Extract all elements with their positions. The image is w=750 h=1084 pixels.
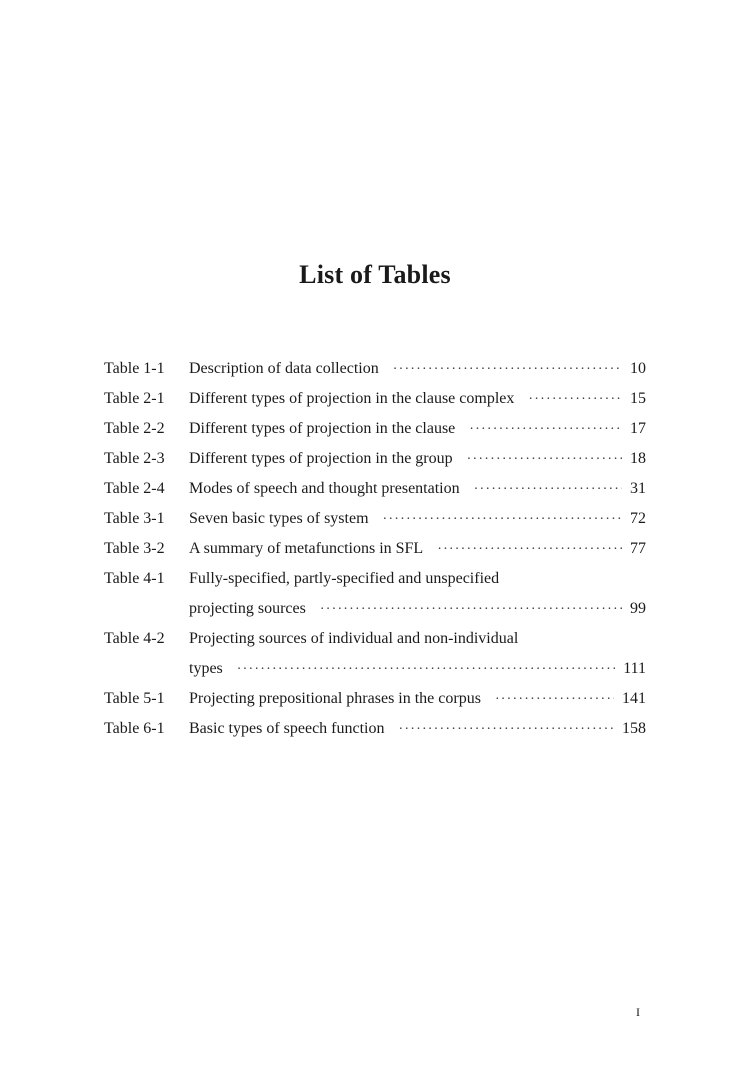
entry-title: Seven basic types of system — [189, 510, 369, 527]
table-list-entry — [104, 474, 646, 504]
entry-label: Table 1-1 — [104, 360, 165, 377]
dot-leader — [383, 505, 622, 535]
entry-label: Table 4-2 — [104, 630, 165, 647]
entry-title: Different types of projection in the clause complex — [189, 390, 515, 407]
entry-page-number: 72 — [630, 510, 646, 527]
entry-page-number: 17 — [630, 420, 646, 437]
dot-leader — [528, 385, 622, 415]
table-list-entry — [104, 504, 646, 534]
entry-label: Table 4-1 — [104, 570, 165, 587]
page-number: I — [636, 1005, 640, 1019]
table-list — [104, 354, 646, 744]
entry-page-number: 10 — [630, 360, 646, 377]
entry-label: Table 2-1 — [104, 390, 165, 407]
table-list-entry — [104, 624, 646, 654]
entry-title: types — [189, 660, 223, 677]
entry-page-number: 77 — [630, 540, 646, 557]
dot-leader — [437, 535, 622, 565]
entry-label: Table 3-1 — [104, 510, 165, 527]
entry-title: Different types of projection in the group — [189, 450, 453, 467]
table-list-entry — [104, 414, 646, 444]
dot-leader — [399, 715, 615, 745]
entry-page-number: 111 — [623, 660, 646, 677]
dot-leader — [474, 475, 622, 505]
dot-leader — [393, 355, 622, 385]
entry-page-number: 99 — [630, 600, 646, 617]
entry-page-number: 31 — [630, 480, 646, 497]
entry-title: A summary of metafunctions in SFL — [189, 540, 424, 557]
table-list-entry — [104, 444, 646, 474]
dot-leader — [237, 655, 615, 685]
dot-leader — [320, 595, 622, 625]
entry-label: Table 3-2 — [104, 540, 165, 557]
table-list-entry — [104, 384, 646, 414]
entry-label: Table 5-1 — [104, 690, 165, 707]
dot-leader — [467, 445, 622, 475]
entry-label: Table 2-2 — [104, 420, 165, 437]
table-list-entry — [104, 534, 646, 564]
dot-leader — [495, 685, 614, 715]
page-title: List of Tables — [299, 260, 451, 289]
table-list-entry-continuation — [104, 594, 646, 624]
dot-leader — [469, 415, 622, 445]
entry-label: Table 2-3 — [104, 450, 165, 467]
entry-title: Different types of projection in the clause — [189, 420, 456, 437]
entry-title: projecting sources — [189, 600, 306, 617]
entry-label: Table 6-1 — [104, 720, 165, 737]
entry-title: Projecting prepositional phrases in the corpus — [189, 690, 481, 707]
entry-title: Modes of speech and thought presentation — [189, 480, 460, 497]
entry-page-number: 15 — [630, 390, 646, 407]
entry-label: Table 2-4 — [104, 480, 165, 497]
table-list-entry — [104, 714, 646, 744]
table-list-entry — [104, 354, 646, 384]
entry-title: Description of data collection — [189, 360, 379, 377]
entry-title: Basic types of speech function — [189, 720, 385, 737]
entry-page-number: 18 — [630, 450, 646, 467]
entry-title: Fully-specified, partly-specified and unspecified — [189, 570, 500, 587]
table-list-entry-continuation — [104, 654, 646, 684]
table-list-entry — [104, 564, 646, 594]
entry-page-number: 141 — [622, 690, 646, 707]
entry-title: Projecting sources of individual and non-individual — [189, 630, 519, 647]
entry-page-number: 158 — [622, 720, 646, 737]
table-list-entry — [104, 684, 646, 714]
